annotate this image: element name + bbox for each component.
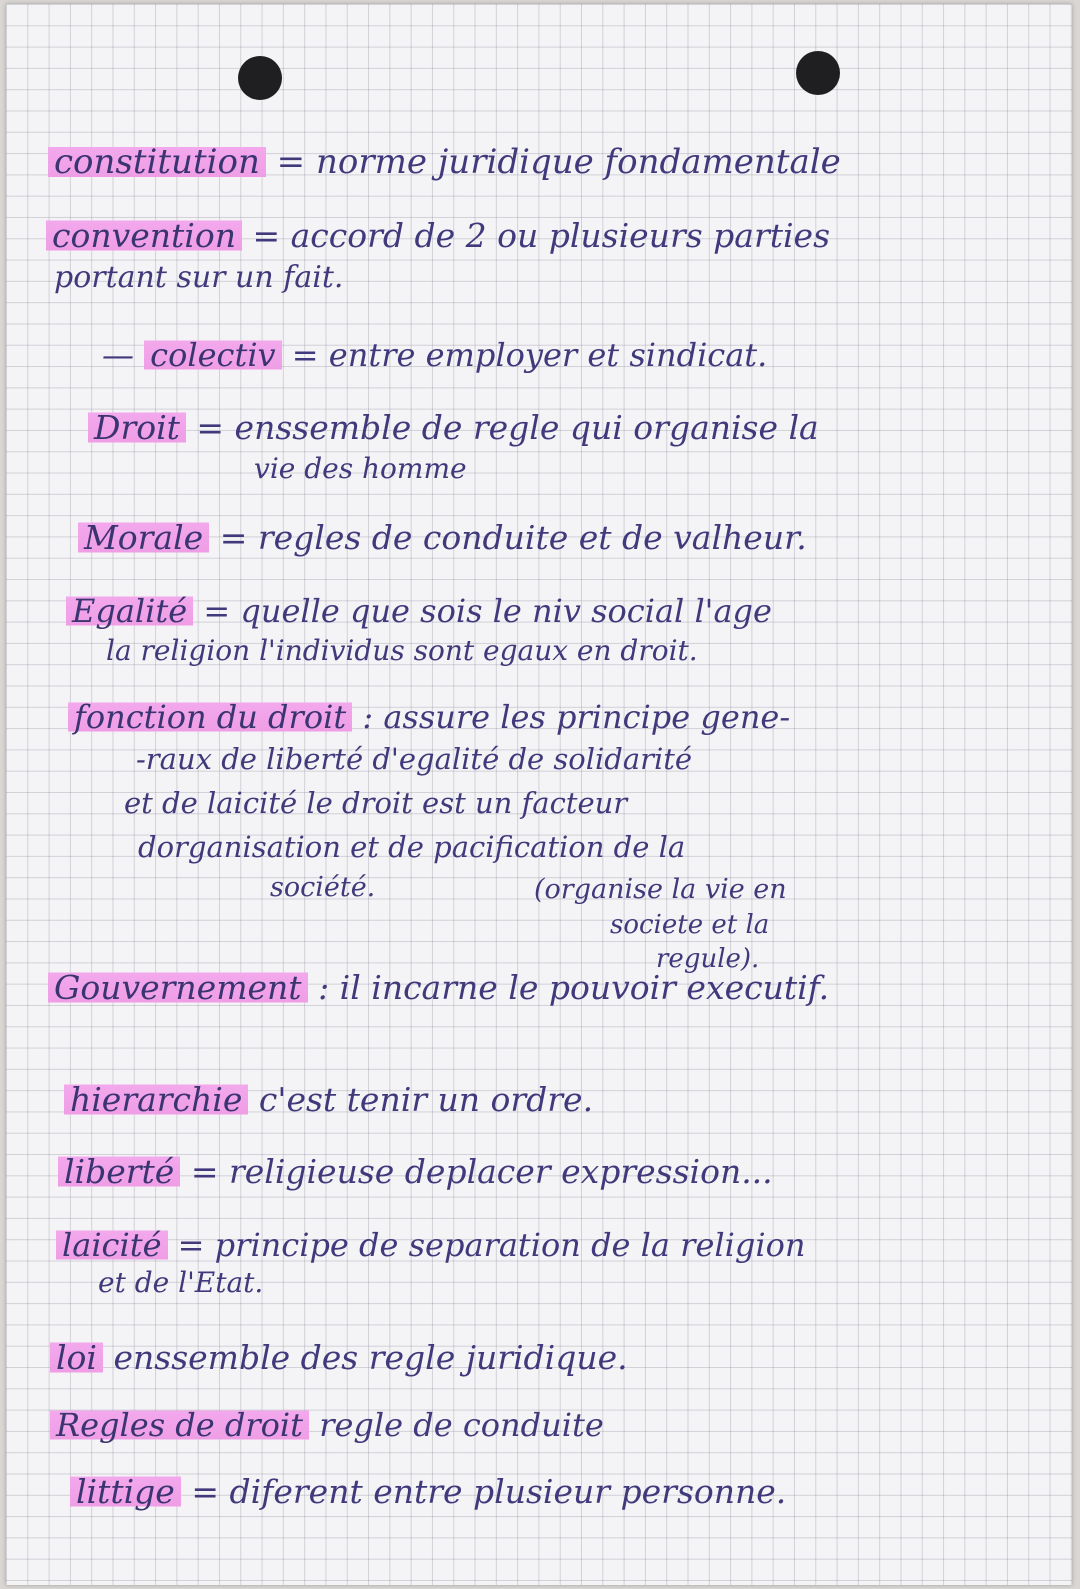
definition: : il incarne le pouvoir executif.	[318, 968, 830, 1007]
term: Regles de droit	[50, 1406, 309, 1444]
definition: = principe de separation de la religion	[177, 1226, 806, 1264]
entry-hierarchie	[6, 1080, 1080, 1119]
definition: = religieuse deplacer expression...	[190, 1152, 773, 1191]
continuation: vie des homme	[254, 452, 467, 485]
entry-laicite	[6, 1226, 1080, 1264]
entry-loi	[6, 1338, 1080, 1377]
entry-droit	[6, 408, 1080, 447]
continuation-line-1: -raux de liberté d'egalité de solidarité	[136, 742, 693, 776]
entry-littige	[6, 1472, 1080, 1511]
definition: = regles de conduite et de valheur.	[219, 518, 807, 557]
notebook-page	[6, 4, 1072, 1585]
term: colectiv	[144, 336, 281, 374]
prefix-dash: —	[102, 336, 134, 374]
definition: = entre employer et sindicat.	[291, 336, 768, 374]
definition: = norme juridique fondamentale	[276, 142, 841, 182]
term: Gouvernement	[48, 968, 308, 1007]
continuation: portant sur un fait.	[54, 260, 344, 295]
definition: = diferent entre plusieur personne.	[191, 1472, 787, 1511]
term: hierarchie	[64, 1080, 248, 1119]
definition: = quelle que sois le niv social l'age	[203, 592, 772, 630]
term: Droit	[88, 408, 186, 447]
entry-convention	[6, 216, 1080, 255]
term: convention	[46, 216, 242, 255]
continuation-line-2: et de laicité le droit est un facteur	[124, 786, 628, 820]
continuation: et de l'Etat.	[98, 1266, 264, 1299]
aside-line-1: (organise la vie en	[534, 874, 787, 905]
aside-line-3: regule).	[656, 944, 760, 974]
term: Morale	[78, 518, 209, 557]
term: littige	[70, 1472, 181, 1511]
entry-liberte	[6, 1152, 1080, 1191]
definition: c'est tenir un ordre.	[258, 1080, 594, 1119]
aside-line-2: societe et la	[610, 910, 770, 940]
entry-regles-de-droit	[6, 1406, 1080, 1444]
punch-hole-right	[796, 51, 840, 95]
entry-morale	[6, 518, 1080, 557]
entry-egalite	[6, 592, 1080, 630]
term: fonction du droit	[68, 698, 352, 736]
entry-gouvernement	[6, 968, 1080, 1007]
term: constitution	[48, 142, 266, 182]
continuation-line-3: dorganisation et de pacification de la	[138, 830, 686, 864]
continuation: la religion l'individus sont egaux en droit.	[106, 634, 698, 667]
continuation-line-4: société.	[270, 872, 376, 903]
entry-constitution	[6, 142, 1080, 182]
definition: enssemble des regle juridique.	[113, 1338, 628, 1377]
term: liberté	[58, 1152, 180, 1191]
definition: : assure les principe gene-	[362, 698, 791, 736]
definition: = accord de 2 ou plusieurs parties	[252, 216, 831, 255]
definition: regle de conduite	[319, 1406, 604, 1444]
punch-hole-left	[238, 56, 282, 100]
term: loi	[50, 1338, 103, 1377]
definition: = enssemble de regle qui organise la	[196, 408, 819, 447]
entry-fonction-du-droit	[6, 698, 1080, 736]
term: Egalité	[66, 592, 193, 630]
entry-colectiv	[6, 336, 1080, 374]
term: laicité	[56, 1226, 168, 1264]
